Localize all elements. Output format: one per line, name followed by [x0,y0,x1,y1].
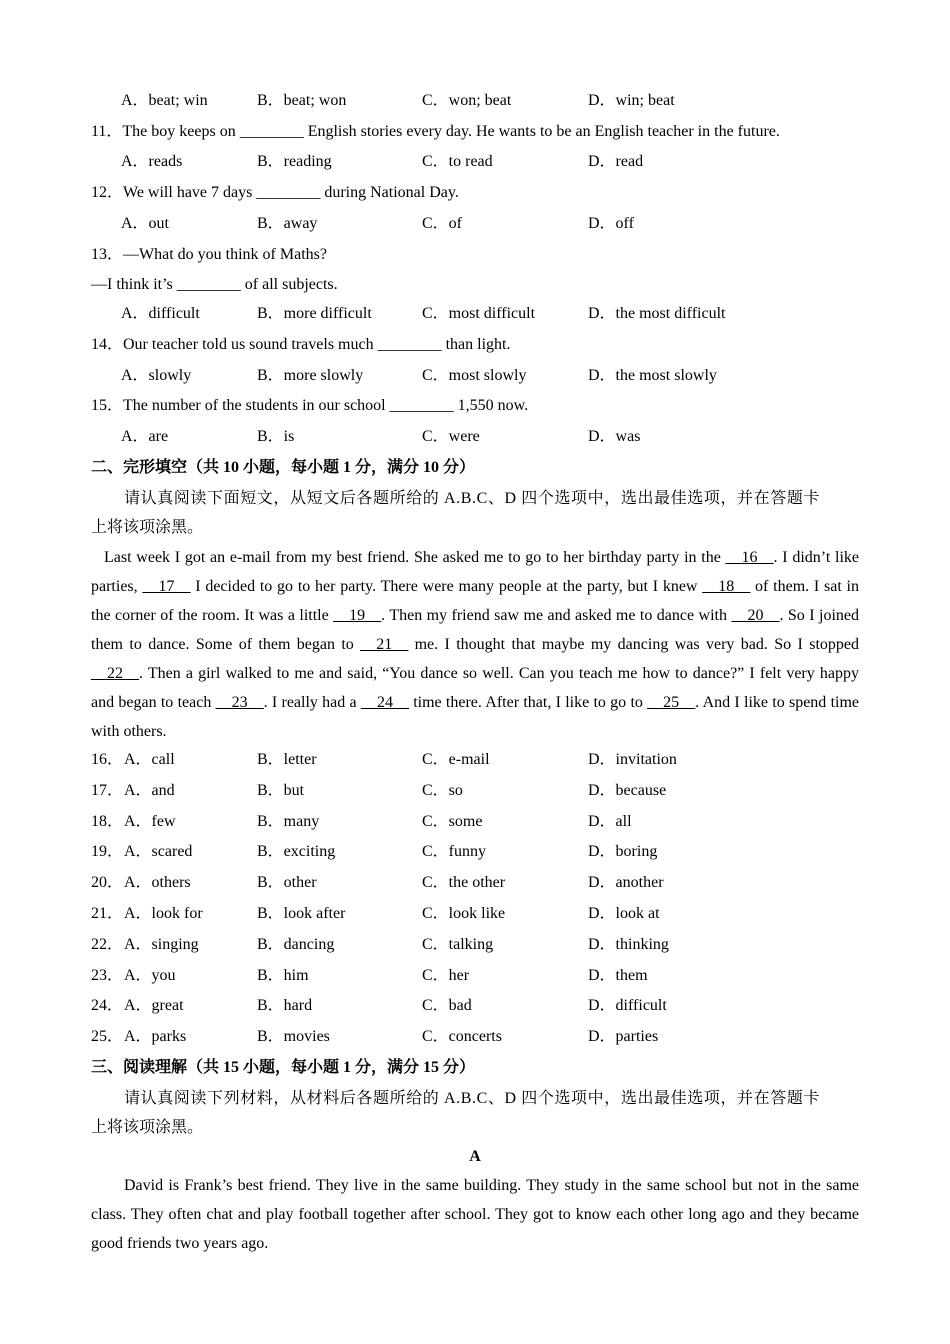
blank-20: __20__ [731,607,780,624]
reading-passage-a: David is Frank’s best friend. They live in the same building. They study in the same school but not in the same class. They often chat and play football together after school. They got to know each other long ago and they became good friends two years ago. [91,1177,859,1252]
cloze-option-a: A．look for [124,905,203,922]
cloze-question-number: 18． [91,813,124,830]
section3-heading: 三、阅读理解（共 15 小题，每小题 1 分，满分 15 分） [91,1059,476,1076]
q12-option-c: C．of [422,215,463,232]
cloze-passage: Last week I got an e-mail from my best friend. She asked me to go to her birthday party in the __16__. I didn’t like parties, __17__ I decided to go to her party. There were many people at the party, but I knew __18__ of them. I sat in the corner of the room. It was a little __19__. Then my friend saw me and asked me to dance with __20__. So I joined them to dance. Some of them began to __21__ me. I thought that maybe my dancing was very bad. So I stopped __22__. Then a girl walked to me and said, “You dance so well. Can you teach me how to dance?” I felt very happy and began to teach __23__. I really had a __24__ time there. After that, I like to go to __25__. And I like to spend time with others. [91,549,860,740]
cloze-option-c: C．look like [422,905,506,922]
q15-option-c: C．were [422,428,480,445]
cloze-question-number: 21． [91,905,124,922]
cloze-option-c: C．the other [422,874,506,891]
q10-option-c: C．won; beat [422,92,512,109]
section3-instruction-line2: 上将该项涂黑。 [91,1119,204,1136]
blank-24: __24__ [360,694,409,711]
q14-option-a: A．slowly [121,367,192,384]
cloze-option-c: C．bad [422,997,472,1014]
cloze-question-number: 22． [91,936,124,953]
cloze-option-c: C．e-mail [422,751,490,768]
q13-stem-reply: —I think it’s ________ of all subjects. [91,276,338,293]
q13-option-a: A．difficult [121,305,200,322]
blank-18: __18__ [702,578,751,595]
q13-option-c: C．most difficult [422,305,536,322]
cloze-option-a: A．others [124,874,191,891]
cloze-option-a: A．call [124,751,175,768]
blank-25: __25__ [647,694,696,711]
q13-option-b: B．more difficult [257,305,372,322]
section2-instruction-line1: 请认真阅读下面短文，从短文后各题所给的 A.B.C、D 四个选项中，选出最佳选项，并在答题卡 [124,490,821,507]
cloze-option-d: D．boring [588,843,658,860]
q11-option-c: C．to read [422,153,493,170]
q11-option-a: A．reads [121,153,183,170]
cloze-question-number: 17． [91,782,124,799]
cloze-option-d: D．parties [588,1028,659,1045]
cloze-question-number: 23． [91,967,124,984]
cloze-question-number: 24． [91,997,124,1014]
cloze-option-d: D．because [588,782,667,799]
section2-heading: 二、完形填空（共 10 小题，每小题 1 分，满分 10 分） [91,459,476,476]
cloze-option-b: B．many [257,813,320,830]
cloze-option-b: B．dancing [257,936,335,953]
q14-stem: 14．Our teacher told us sound travels much ________ than light. [91,336,511,353]
cloze-option-a: A．singing [124,936,199,953]
q13-option-d: D．the most difficult [588,305,726,322]
cloze-option-b: B．other [257,874,317,891]
blank-17: __17__ [142,578,191,595]
cloze-option-d: D．them [588,967,648,984]
q10-option-d: D．win; beat [588,92,675,109]
cloze-option-b: B．look after [257,905,346,922]
section2-instruction-line2: 上将该项涂黑。 [91,519,204,536]
q10-option-a: A．beat; win [121,92,208,109]
cloze-option-a: A．few [124,813,176,830]
cloze-option-d: D．another [588,874,664,891]
cloze-option-c: C．her [422,967,470,984]
q14-option-c: C．most slowly [422,367,527,384]
cloze-option-d: D．difficult [588,997,667,1014]
q12-option-b: B．away [257,215,318,232]
q14-option-d: D．the most slowly [588,367,717,384]
cloze-question-number: 25． [91,1028,124,1045]
cloze-option-c: C．so [422,782,463,799]
section3-instruction-line1: 请认真阅读下列材料，从材料后各题所给的 A.B.C、D 四个选项中，选出最佳选项，并在答题卡 [124,1090,821,1107]
q14-option-b: B．more slowly [257,367,364,384]
cloze-option-d: D．all [588,813,632,830]
q12-stem: 12．We will have 7 days ________ during National Day. [91,184,459,201]
q11-option-d: D．read [588,153,644,170]
cloze-option-c: C．funny [422,843,487,860]
cloze-question-number: 19． [91,843,124,860]
q15-option-d: D．was [588,428,641,445]
blank-22: __22__ [91,665,139,682]
q10-option-b: B．beat; won [257,92,347,109]
q15-option-a: A．are [121,428,169,445]
cloze-option-c: C．some [422,813,483,830]
cloze-option-c: C．concerts [422,1028,502,1045]
blank-21: __21__ [360,636,409,653]
cloze-question-number: 16． [91,751,124,768]
cloze-option-b: B．hard [257,997,313,1014]
blank-16: __16__ [725,549,774,566]
q11-stem: 11．The boy keeps on ________ English stories every day. He wants to be an English teacher in the future. [91,123,780,140]
q12-option-a: A．out [121,215,170,232]
cloze-option-b: B．him [257,967,309,984]
q13-stem: 13．—What do you think of Maths? [91,246,327,263]
q15-option-b: B．is [257,428,295,445]
cloze-option-d: D．invitation [588,751,677,768]
cloze-option-d: D．look at [588,905,660,922]
cloze-option-a: A．parks [124,1028,187,1045]
cloze-option-b: B．letter [257,751,317,768]
q11-option-b: B．reading [257,153,332,170]
cloze-option-a: A．great [124,997,184,1014]
cloze-option-b: B．but [257,782,305,799]
cloze-option-c: C．talking [422,936,494,953]
cloze-option-a: A．and [124,782,175,799]
q15-stem: 15．The number of the students in our school ________ 1,550 now. [91,397,529,414]
cloze-question-number: 20． [91,874,124,891]
q12-option-d: D．off [588,215,634,232]
cloze-option-a: A．scared [124,843,193,860]
passage-label-a: A [469,1148,481,1165]
cloze-option-b: B．movies [257,1028,330,1045]
blank-23: __23__ [215,694,264,711]
cloze-option-a: A．you [124,967,176,984]
cloze-option-b: B．exciting [257,843,336,860]
cloze-option-d: D．thinking [588,936,669,953]
blank-19: __19__ [333,607,382,624]
